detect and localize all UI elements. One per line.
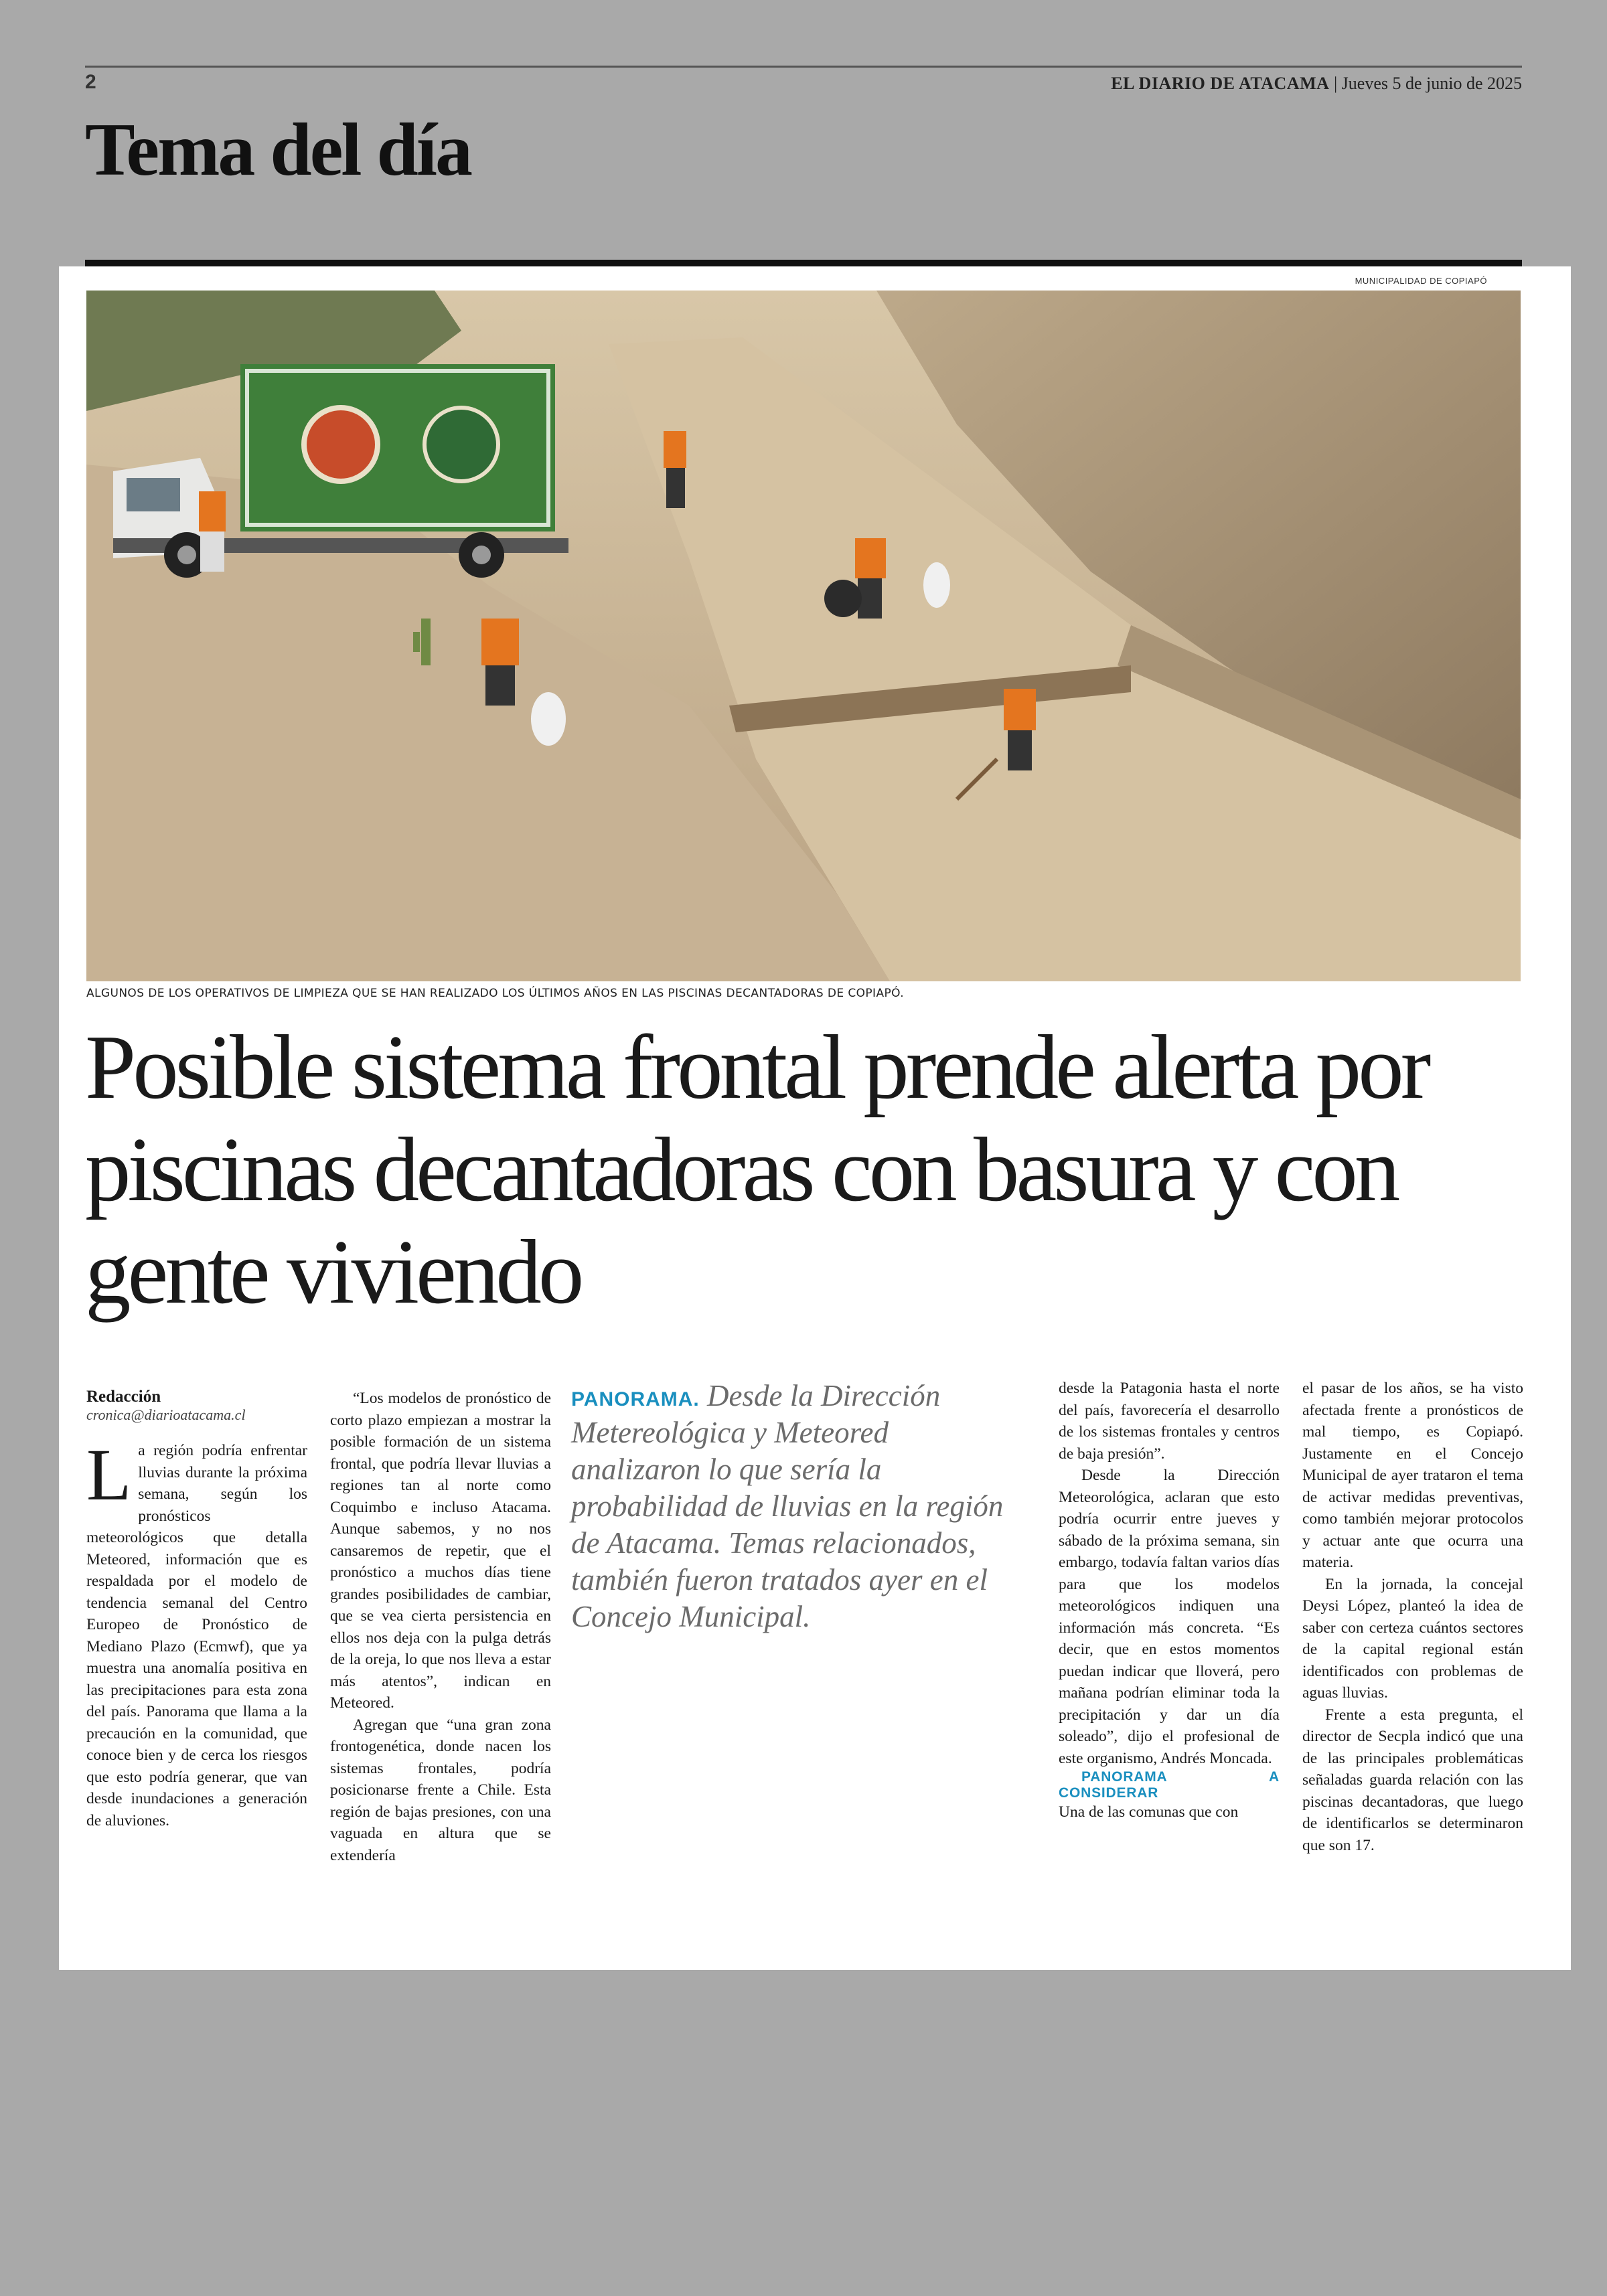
top-rule (85, 66, 1522, 68)
cleanup-scene-illustration (86, 291, 1521, 981)
column-4 (1059, 1378, 1280, 1823)
section-rule (85, 260, 1522, 266)
paragraph: Una de las comunas que con (1059, 1803, 1239, 1821)
column-5 (1302, 1378, 1523, 1856)
publication-name: EL DIARIO DE ATACAMA (1111, 74, 1330, 93)
paragraph: desde la Patagonia hasta el norte del país, favorecería el desarrollo de los sistemas frontales y centros de baja presión”. (1059, 1380, 1280, 1463)
paragraph: Agregan que “una gran zona frontogenética, donde nacen los sistemas frontales, podría posicionarse frente a Chile. Esta región de bajas presiones, con una vaguada en altura que se extendería (330, 1716, 551, 1864)
masthead: EL DIARIO DE ATACAMA | Jueves 5 de junio de 2025 (1111, 74, 1522, 93)
drop-cap: L (86, 1434, 132, 1515)
subhead: PANORAMA A CONSIDERAR (1059, 1769, 1280, 1801)
pull-quote (571, 1378, 1013, 1635)
paragraph: “Los modelos de pronóstico de corto plazo empiezan a mostrar la posible formación de un sistema frontal, que podría llevar lluvias a regiones tan al norte como Coquimbo e incluso Atacama. Aunque sabemos, y no nos cansaremos de repetir, que el pronóstico a muchos días tiene grandes posibilidades de cambiar, que se vea cierta persistencia en ellos nos deja con la pulga detrás de la oreja, lo que nos lleva a estar más atentos”, indican en Meteored. (330, 1390, 551, 1712)
photo-caption: ALGUNOS DE LOS OPERATIVOS DE LIMPIEZA QUE SE HAN REALIZADO LOS ÚLTIMOS AÑOS EN LAS PISCINAS DECANTADORAS DE COPIAPÓ. (86, 987, 905, 1000)
paragraph: Frente a esta pregunta, el director de Secpla indicó que una de las principales problemáticas señaladas guarda relación con las piscinas decantadoras, que luego de identificarlos se determinaron que son 17. (1302, 1706, 1523, 1854)
article-photo (86, 291, 1521, 981)
pull-text: Desde la Dirección Metereológica y Meteored analizaron lo que sería la probabilidad de lluvias en la región de Atacama. Temas relacionados, también fueron tratados ayer en el Concejo Municipal. (571, 1379, 1004, 1633)
pull-kicker: PANORAMA. (571, 1388, 700, 1410)
photo-credit: MUNICIPALIDAD DE COPIAPÓ (1355, 276, 1487, 286)
column-1 (86, 1388, 307, 1831)
author-email: cronica@diarioatacama.cl (86, 1406, 246, 1423)
paragraph: el pasar de los años, se ha visto afectada frente a pronósticos de mal tiempo, es Copiapó. Justamente en el Concejo Municipal de ayer trataron el tema de activar medidas preventivas, como también mejorar protocolos y actuar ante que ocurra una materia. (1302, 1380, 1523, 1571)
article-headline: Posible sistema frontal prende alerta por piscinas decantadoras con basura y con gente viviendo (85, 1016, 1428, 1323)
byline: Redacción (86, 1388, 161, 1406)
article-sheet (59, 266, 1571, 1970)
paragraph: Desde la Dirección Meteorológica, aclaran que esto podría ocurrir entre jueves y sábado de la próxima semana, sin embargo, todavía faltan varios días para que los modelos meteorológicos indiquen una información más concreta. “Es decir, que en estos momentos puedan indicar que lloverá, pero mañana podrían eliminar toda la precipitación y dar un día soleado”, dijo el profesional de este organismo, Andrés Moncada. (1059, 1467, 1280, 1767)
paragraph: En la jornada, la concejal Deysi López, planteó la idea de saber con certeza cuántos sectores de la capital regional están identificados con problemas de aguas lluvias. (1302, 1575, 1523, 1702)
page-number: 2 (85, 71, 96, 93)
section-title: Tema del día (85, 108, 471, 191)
issue-date: Jueves 5 de junio de 2025 (1341, 74, 1522, 93)
column-2 (330, 1388, 551, 1866)
lead-paragraph: La región podría enfrentar lluvias durante la próxima semana, según los pronósticos meteorológicos que detalla Meteored, información que es respaldada por el modelo de tendencia semanal del Centro Europeo de Pronóstico de Mediano Plazo (Ecmwf), que ya muestra una anomalía positiva en las precipitaciones para esta zona del país. Panorama que llama a la precaución en la comunidad, que conoce bien y de cerca los riesgos que esto podría generar, que van desde inundaciones a generación de aluviones. (86, 1434, 307, 1829)
